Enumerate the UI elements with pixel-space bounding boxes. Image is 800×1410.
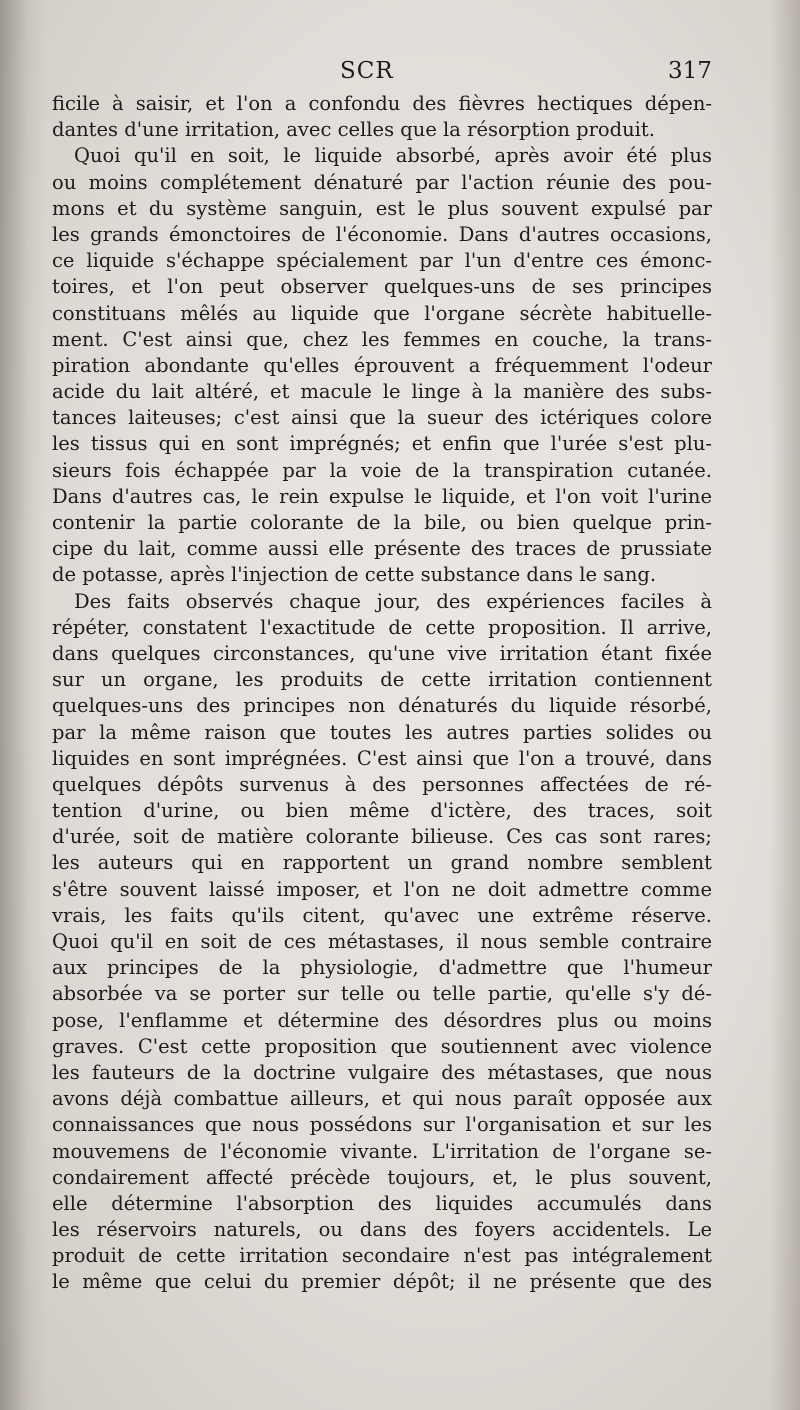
text-line: sieurs fois échappée par la voie de la transpiration cutanée.	[52, 458, 712, 482]
text-line: tances laiteuses; c'est ainsi que la sueur des ictériques colore	[52, 406, 712, 430]
text-line: Dans d'autres cas, le rein expulse le liquide, et l'on voit l'urine	[52, 484, 712, 508]
text-line: graves. C'est cette proposition que soutiennent avec violence	[52, 1034, 712, 1058]
text-line: avons déjà combattue ailleurs, et qui nous paraît opposée aux	[52, 1087, 712, 1111]
text-line: piration abondante qu'elles éprouvent a fréquemment l'odeur	[52, 353, 712, 377]
text-line: ficile à saisir, et l'on a confondu des fièvres hectiques dépen-	[52, 92, 712, 115]
running-head-title: SCR	[340, 58, 394, 84]
text-line: répéter, constatent l'exactitude de cette proposition. Il arrive,	[52, 615, 712, 639]
text-line: les réservoirs naturels, ou dans des foyers accidentels. Le	[52, 1218, 712, 1242]
text-line: connaissances que nous possédons sur l'organisation et sur les	[52, 1113, 712, 1137]
text-line: liquides en sont imprégnées. C'est ainsi que l'on a trouvé, dans	[52, 746, 712, 770]
text-line: constituans mêlés au liquide que l'organe sécrète habituelle-	[52, 301, 712, 325]
paragraph-first-line: Des faits observés chaque jour, des expériences faciles à	[74, 589, 712, 613]
text-line: mouvemens de l'économie vivante. L'irritation de l'organe se-	[52, 1139, 712, 1163]
page-number: 317	[668, 58, 712, 84]
spine-shadow	[0, 0, 46, 1410]
text-line: les tissus qui en sont imprégnés; et enfin que l'urée s'est plu-	[52, 432, 712, 456]
text-line: pose, l'enflamme et détermine des désordres plus ou moins	[52, 1008, 712, 1032]
text-line: d'urée, soit de matière colorante bilieuse. Ces cas sont rares;	[52, 825, 712, 849]
text-line: le même que celui du premier dépôt; il ne présente que des	[52, 1270, 712, 1294]
text-line: dans quelques circonstances, qu'une vive irritation étant fixée	[52, 641, 712, 665]
text-line: elle détermine l'absorption des liquides accumulés dans	[52, 1191, 712, 1215]
text-line: aux principes de la physiologie, d'admettre que l'humeur	[52, 956, 712, 980]
text-line: condairement affecté précède toujours, et, le plus souvent,	[52, 1165, 712, 1189]
text-line: ou moins complétement dénaturé par l'action réunie des pou-	[52, 170, 712, 194]
body-text	[52, 91, 712, 1296]
text-line: ment. C'est ainsi que, chez les femmes en couche, la trans-	[52, 327, 712, 351]
running-head	[0, 58, 800, 94]
text-line: acide du lait altéré, et macule le linge à la manière des subs-	[52, 380, 712, 404]
text-line: de potasse, après l'injection de cette substance dans le sang.	[52, 563, 657, 587]
text-line: quelques dépôts survenus à des personnes affectées de ré-	[52, 772, 712, 796]
text-line: produit de cette irritation secondaire n'est pas intégralement	[52, 1244, 712, 1268]
text-line: par la même raison que toutes les autres parties solides ou	[52, 720, 712, 744]
text-line: Quoi qu'il en soit de ces métastases, il nous semble contraire	[52, 930, 712, 953]
text-line: ce liquide s'échappe spécialement par l'un d'entre ces émonc-	[52, 249, 712, 273]
text-line: cipe du lait, comme aussi elle présente des traces de prussiate	[52, 537, 712, 561]
text-line: les grands émonctoires de l'économie. Dans d'autres occasions,	[52, 222, 712, 246]
page-edge-shadow	[770, 0, 800, 1410]
text-line: absorbée va se porter sur telle ou telle partie, qu'elle s'y dé-	[52, 982, 712, 1006]
text-line: tention d'urine, ou bien même d'ictère, des traces, soit	[52, 799, 712, 823]
text-line: les auteurs qui en rapportent un grand nombre semblent	[52, 851, 712, 875]
text-line: mons et du système sanguin, est le plus souvent expulsé par	[52, 196, 712, 220]
text-line: sur un organe, les produits de cette irritation contiennent	[52, 668, 712, 692]
text-line: toires, et l'on peut observer quelques-uns de ses principes	[52, 275, 712, 299]
text-line: contenir la partie colorante de la bile, ou bien quelque prin-	[52, 511, 712, 534]
paragraph-first-line: Quoi qu'il en soit, le liquide absorbé, après avoir été plus	[74, 144, 712, 168]
text-line: les fauteurs de la doctrine vulgaire des métastases, que nous	[52, 1060, 712, 1084]
text-line: quelques-uns des principes non dénaturés du liquide résorbé,	[52, 694, 712, 718]
text-line: s'être souvent laissé imposer, et l'on ne doit admettre comme	[52, 877, 712, 901]
text-line: vrais, les faits qu'ils citent, qu'avec une extrême réserve.	[52, 903, 712, 927]
text-line: dantes d'une irritation, avec celles que la résorption produit.	[52, 118, 655, 142]
